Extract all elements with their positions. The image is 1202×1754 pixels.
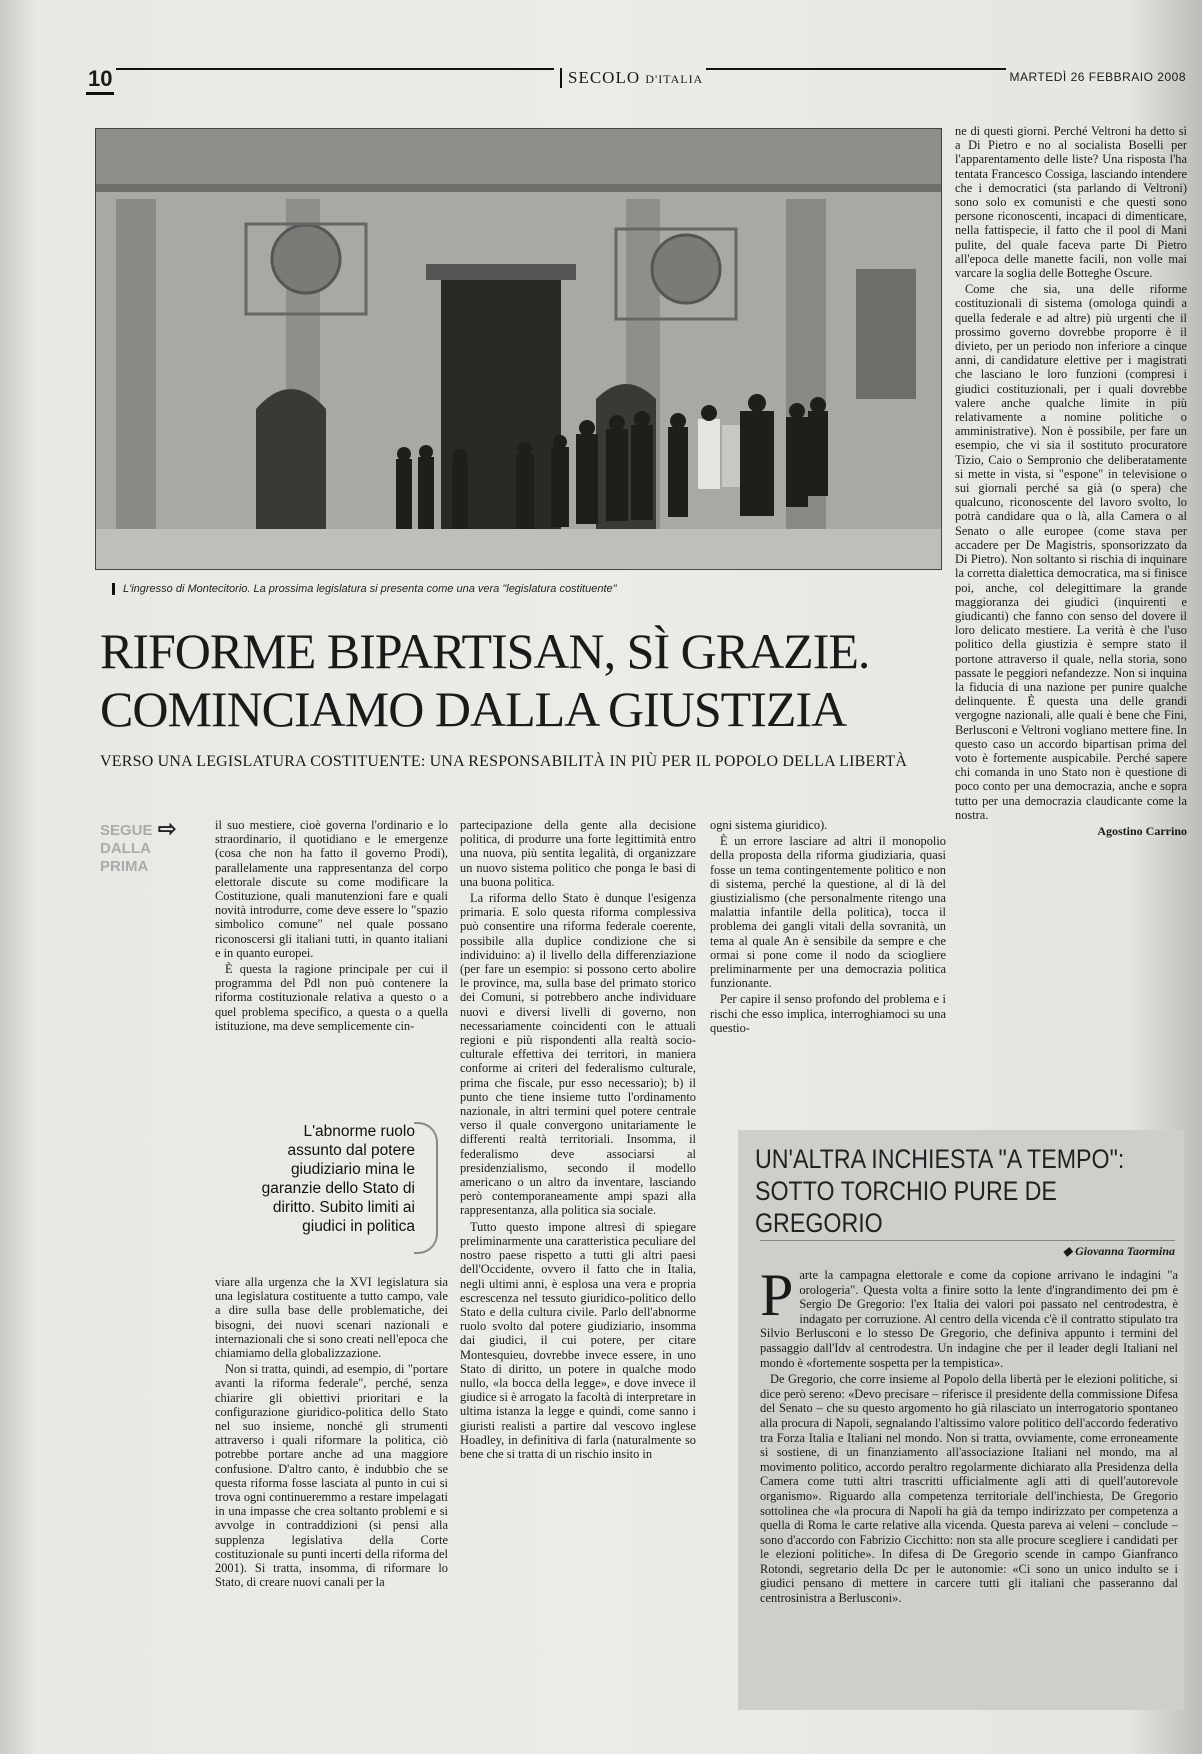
sidebar-text xyxy=(760,1262,1178,1608)
paragraph: Tutto questo impone altresì di spiegare preliminarmente una caratteristica peculiare del nostro paese rispetto a tutti gli altri paesi dell'Occidente, ovvero il fatto che in Italia, negli ultimi anni, è esplosa una vera e propria escrescenza nel tessuto giuridico-politico dello Stato e della cultura civile. Parlo dell'abnorme ruolo svolto dal potere giudiziario, insomma dai giudici, il cui potere, per citare Montesquieu, dovrebbe invece essere, in uno Stato di diritto, un potere in qualche modo nullo, «la bocca della legge», e dove invece il giudice si è arrogato la facoltà di interpretare in ultima istanza la legge e quindi, come sanno i giuristi realisti a partire dal vescovo inglese Hoadley, in definitiva di farla (naturalmente so bene che si tratta di un rischio insito in xyxy=(460,1219,696,1461)
article-column-1-continued xyxy=(215,1275,448,1591)
paragraph xyxy=(760,1262,1178,1370)
pull-quote: L'abnorme ruolo assunto dal potere giudiziario mina le garanzie dello Stato di diritto. Subito limiti ai giudici in politica xyxy=(261,1123,415,1235)
article-author: Agostino Carrino xyxy=(1097,823,1187,838)
paragraph: La riforma dello Stato è dunque l'esigenza primaria. E solo questa riforma complessiva può consentire una riforma federale coerente, possibile alla duplice condizione che si individuino: a) il livello della differenziazione (per fare un esempio: si possono certo abolire le province, ma, sulla base del primato storico dei Comuni, si potrebbero anche individuare nuovi e diversi livelli di governo, non necessariamente coincidenti con le attuali regioni e più rispondenti alla realtà socio-culturale effettiva dei territori, in maniera conforme ai criteri del federalismo culturale, prima che fiscale, pur esso necessario); b) il punto che tiene insieme tutto l'ordinamento nazionale, in altri termini quel potere centrale verso il quale convergono unitariamente le differenti realtà territoriali. Insomma, il federalismo deve associarsi al presidenzialismo, secondo il modello americano o un altro da inventare, lasciando però contemporaneamente ampi spazi alla rappresentanza, alla politica sia sociale. xyxy=(460,891,696,1218)
pull-quote-brace xyxy=(414,1122,438,1254)
page-header xyxy=(86,62,1186,92)
drop-cap: P xyxy=(760,1262,794,1328)
paragraph: partecipazione della gente alla decisione politica, di produrre una forte legittimità entro una nuova, più sentita legalità, di organizzare un nuovo sistema politico che ponga le basi di una buona politica. xyxy=(460,818,696,889)
paragraph: viare alla urgenza che la XVI legislatura sia una legislatura costituente a tutto campo, vale a dire sulla base delle problematiche, dei bisogni, dei nuovi scenari nazionali e internazionali che si sono creati nell'epoca che chiamiamo della globalizzazione. xyxy=(215,1275,448,1361)
paragraph: Come che sia, una delle riforme costituzionali di sistema (omologa quindi a quella federale e ad altre) più urgenti che il prossimo governo dovrebbe proporre è il divieto, per un periodo non inferiore a cinque anni, di candidature elettive per i magistrati che lasciano le loro funzioni (compresi i giudici costituzionali, per i quali dovrebbe valere anche qualche limite in più relativamente a nomine politiche o amministrative). Non è possibile, per fare un esempio, che vi sia il sostituto procuratore Tizio, Caio o Sempronio che deliberatamente si mette in vista, si "espone" in televisione o sui giornali perché sa già (o spera) che qualcuno, riconoscente del lavoro svolto, lo potrà candidare qua o là, alla Camera o al Senato o alle europee (come stava per accadere per De Magistris, sponsorizzato da Di Pietro). Non soltanto si rischia di inquinare la corretta dialettica democratica, ma si finisce poi, anche, col delegittimare la grande maggioranza dei giudici (inquirenti e giudicanti) che fanno con senso del dovere il loro delicato mestiere. La verità è che l'uso politico della giustizia è sempre stato il portone attraverso il quale, nella storia, sono passate le peggiori nefandezze. Non si inquina la fiducia di una nazione per punire qualche delinquente. È questa una delle grandi vergogne nazionali, alle quali è bene che Fini, Berlusconi e Veltroni vogliano mettere fine. In questo caso un accordo bipartisan prima del voto è fortemente auspicabile. Perché sapere chi comanda in uno Stato non è questione di poco conto per una democrazia, anche e sopra tutto per una democrazia claudicante come la nostra. xyxy=(955,282,1187,822)
issue-date: MARTEDÌ 26 FEBBRAIO 2008 xyxy=(1009,70,1186,84)
sidebar-author: ◆ Giovanna Taormina xyxy=(760,1240,1175,1259)
headline-line-1: RIFORME BIPARTISAN, SÌ GRAZIE. xyxy=(100,623,870,679)
headline-line-2: COMINCIAMO DALLA GIUSTIZIA xyxy=(100,681,847,737)
paragraph: È un errore lasciare ad altri il monopolio della proposta della riforma giudiziaria, quasi fosse un tema contingentemente politico e non di sistema, perché la questione, al di là del giustizialismo (che personalmente ritengo una malattia infantile della politica), tocca il problema dei gangli vitali della sovranità, un tema al quale An è sensibile da sempre e che ormai si pone come il nodo da sciogliere preliminarmente per una democrazia politica funzionante. xyxy=(710,834,946,991)
headline xyxy=(100,622,940,738)
continued-from-front-marker xyxy=(100,816,210,876)
article-column-1 xyxy=(215,818,448,1035)
sidebar-title xyxy=(755,1143,1185,1239)
paragraph: ogni sistema giuridico). xyxy=(710,818,828,832)
subheadline: VERSO UNA LEGISLATURA COSTITUENTE: UNA RESPONSABILITÀ IN PIÙ PER IL POPOLO DELLA LIBERTÀ xyxy=(100,753,908,770)
montecitorio-photo xyxy=(95,128,942,570)
masthead xyxy=(560,68,703,88)
article-column-3 xyxy=(710,818,946,1037)
sidebar-title-line-2: SOTTO TORCHIO PURE DE GREGORIO xyxy=(755,1176,1057,1238)
article-column-2 xyxy=(460,818,696,1463)
sidebar-title-line-1: UN'ALTRA INCHIESTA "A TEMPO": xyxy=(755,1144,1125,1174)
photo-caption: L'ingresso di Montecitorio. La prossima legislatura si presenta come una vera "legislatura costituente" xyxy=(112,583,617,595)
paragraph: Per capire il senso profondo del problema e i rischi che esso implica, interroghiamoci su una questio- xyxy=(710,992,946,1035)
paragraph: Non si tratta, quindi, ad esempio, di "portare avanti la riforma federale", perché, senza chiarire gli obiettivi prioritari e la configurazione giuridico-politica dello Stato nel suo insieme, nonché gli strumenti attraverso i quali riformare la politica, ciò potrebbe portare anche ad una maggiore confusione. D'altro canto, è indubbio che se questa riforma fosse lasciata al punto in cui si trova ogni continueremmo a restare impelagati in una impasse che crea soltanto problemi e si avvolge in contraddizioni (si pensi alla supplenza legislativa della Corte costituzionale su punti incerti della riforma del 2001). Si tratta, insomma, di riformare lo Stato, di creare nuovi canali per la xyxy=(215,1362,448,1590)
arrow-right-icon: ⇨ xyxy=(158,816,177,841)
article-column-right xyxy=(955,124,1187,838)
paragraph: ne di questi giorni. Perché Veltroni ha detto sì a Di Pietro e no al socialista Boselli per l'apparentamento delle liste? Una risposta l'ha tentata Francesco Cossiga, lasciando intendere che i democratici (sta parlando di Veltroni) sono solo ex comunisti e che questi sono persone riconoscenti, incapaci di dimenticare, nella fattispecie, il fatto che il pool di Mani pulite, del quale faceva parte Di Pietro all'epoca delle manette facili, non volle mai varcare la soglia delle Botteghe Oscure. xyxy=(955,124,1187,281)
header-rule xyxy=(116,68,554,70)
paragraph-text: arte la campagna elettorale e come da copione arrivano le indagini "a orologeria". Questa volta a finire sotto la lente d'ingrandimento dei pm è Sergio De Gregorio: l'ex Italia dei valori poi passato nel centrodestra, è indagato per corruzione. Al centro della vicenda c'è il contratto stipulato tra Silvio Berlusconi e lo stesso De Gregorio, che definiva appunto i termini del passaggio dall'Idv al centrodestra. Un indagine che per il leader degli Italiani nel mondo è «fortemente sospetta per la tempistica». xyxy=(760,1268,1178,1370)
segue-line: SEGUE xyxy=(100,822,153,839)
segue-line: DALLA xyxy=(100,840,151,857)
header-rule xyxy=(706,68,1006,70)
page-number: 10 xyxy=(86,66,114,95)
paragraph: il suo mestiere, cioè governa l'ordinario e lo straordinario, il quotidiano e le emergenze (cosa che non ha fatto il governo Prodi), parallelamente una rappresentanza del corpo elettorale discute su come modificare la Costituzione, quali manutenzioni fare e quali novità introdurre, come deve essere lo "spazio simbolico comune" nel quale possano riconoscersi gli italiani tutti, in quanto italiani e in quanto europei. xyxy=(215,818,448,960)
masthead-small: D'ITALIA xyxy=(645,72,704,86)
segue-line: PRIMA xyxy=(100,858,149,875)
paragraph: È questa la ragione principale per cui il programma del Pdl non può contenere la riforma costituzionale relativa a questo o a quel problema specifico, a questa o a quella istituzione, ma deve semplicemente cin- xyxy=(215,962,448,1033)
masthead-main: SECOLO xyxy=(568,68,641,87)
paragraph: De Gregorio, che corre insieme al Popolo della libertà per le elezioni politiche, si dice però sereno: «Devo precisare – riferisce il presidente della commissione Difesa del Senato – che su questo argomento ho già rilasciato un interrogatorio spontaneo alla procura di Napoli, segnalando l'altissimo valore politico dell'accordo federativo tra Forza Italia e Italiani nel mondo. Non si tratta, ovviamente, come erroneamente si sostiene, di un finanziamento all'associazione Italiani nel mondo, ma al movimento politico, accordo peraltro regolarmente dichiarato alla Presidenza della Camera come tutti altri trascritti ufficialmente agli atti di quell'autorevole organismo». Riguardo alla competenza territoriale dell'inchiesta, De Gregorio sottolinea che «la procura di Napoli ha già da tempo indirizzato per competenza a quella di Roma le carte relative alla vicenda. Questa pareva ai veleni – conclude – sono d'accordo con Fabrizio Cicchitto: non sta alle procure scegliere i candidati per le elezioni politiche». In difesa di De Gregorio scende in campo Gianfranco Rotondi, segretario della Dc per le autonomie: «Ci sono un unico indulto se i giudici pensano di mettere in carcere tutti gli italiani che passeranno dal centrosinistra a Berlusconi». xyxy=(760,1372,1178,1606)
photo-illustration xyxy=(96,129,941,569)
